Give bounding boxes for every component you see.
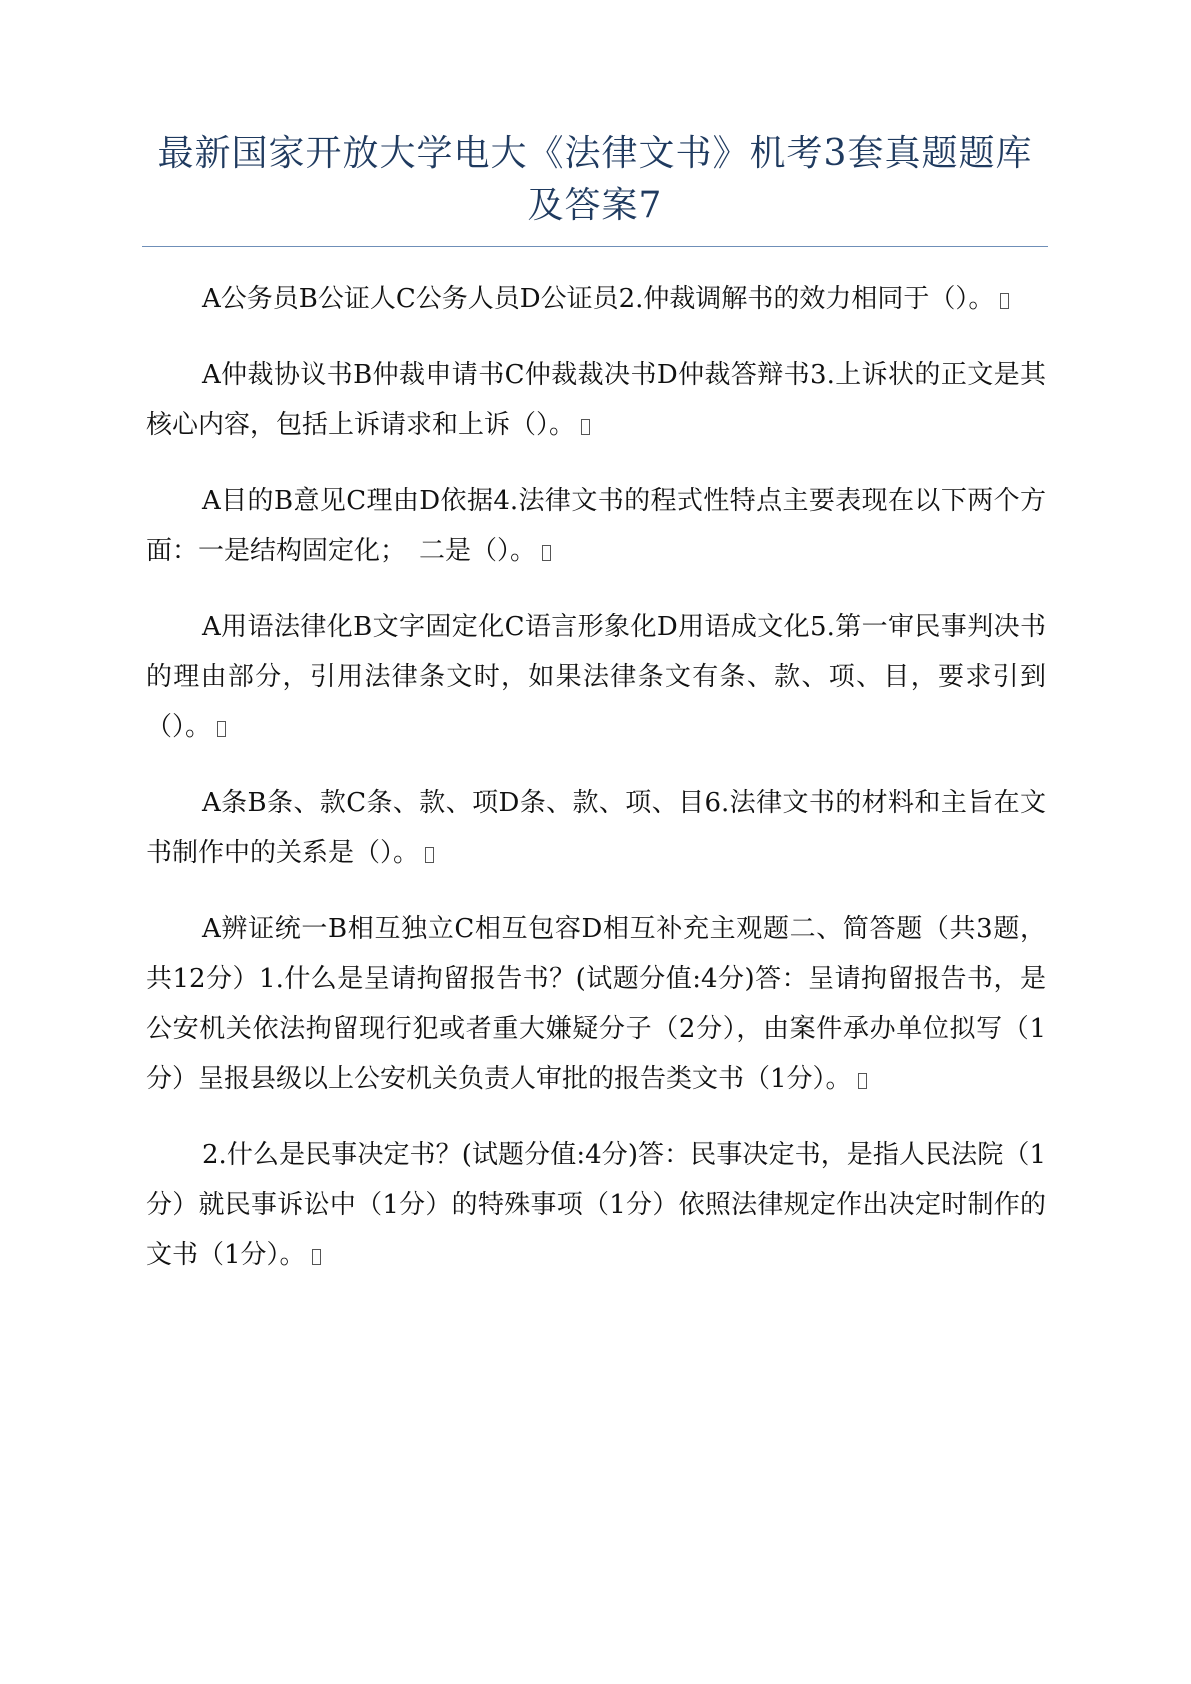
paragraph-mark-icon [581,419,590,435]
paragraph-6 [146,904,1046,1104]
title-divider [142,246,1048,247]
paragraph-mark-icon [217,721,226,737]
paragraph-mark-icon [425,847,434,863]
paragraph-mark-icon [858,1073,867,1089]
paragraph-4-text: A用语法律化B文字固定化C语言形象化D用语成文化5.第一审民事判决书的理由部分，引用法律条文时，如果法律条文有条、款、项、目，要求引到（）。 [146,612,1046,742]
paragraph-mark-icon [542,545,551,561]
paragraph-3 [146,476,1046,576]
paragraph-6-text: A辨证统一B相互独立C相互包容D相互补充主观题二、简答题（共3题，共12分）1.什么是呈请拘留报告书？(试题分值:4分)答：呈请拘留报告书，是公安机关依法拘留现行犯或者重大嫌疑分子（2分），由案件承办单位拟写（1分）呈报县级以上公安机关负责人审批的报告类文书（1分）。 [146,914,1046,1094]
document-body [146,274,1046,1306]
paragraph-1-text: A公务员B公证人C公务人员D公证员2.仲裁调解书的效力相同于（）。 [202,284,995,314]
paragraph-5 [146,778,1046,878]
paragraph-7-text: 2.什么是民事决定书？(试题分值:4分)答：民事决定书，是指人民法院（1分）就民事诉讼中（1分）的特殊事项（1分）依照法律规定作出决定时制作的文书（1分）。 [146,1140,1046,1270]
paragraph-5-text: A条B条、款C条、款、项D条、款、项、目6.法律文书的材料和主旨在文书制作中的关系是（）。 [146,788,1046,868]
paragraph-7 [146,1130,1046,1280]
paragraph-mark-icon [312,1249,321,1265]
title-line-1: 最新国家开放大学电大《法律文书》机考3套真题题库 [157,133,1033,174]
paragraph-1 [146,274,1046,324]
paragraph-2-text: A仲裁协议书B仲裁申请书C仲裁裁决书D仲裁答辩书3.上诉状的正文是其核心内容，包括上诉请求和上诉（）。 [146,360,1046,440]
paragraph-4 [146,602,1046,752]
title-line-2: 及答案7 [527,185,663,226]
document-title [145,128,1045,232]
paragraph-3-text: A目的B意见C理由D依据4.法律文书的程式性特点主要表现在以下两个方面：一是结构固定化； 二是（）。 [146,486,1046,566]
paragraph-2 [146,350,1046,450]
paragraph-mark-icon [1000,293,1009,309]
